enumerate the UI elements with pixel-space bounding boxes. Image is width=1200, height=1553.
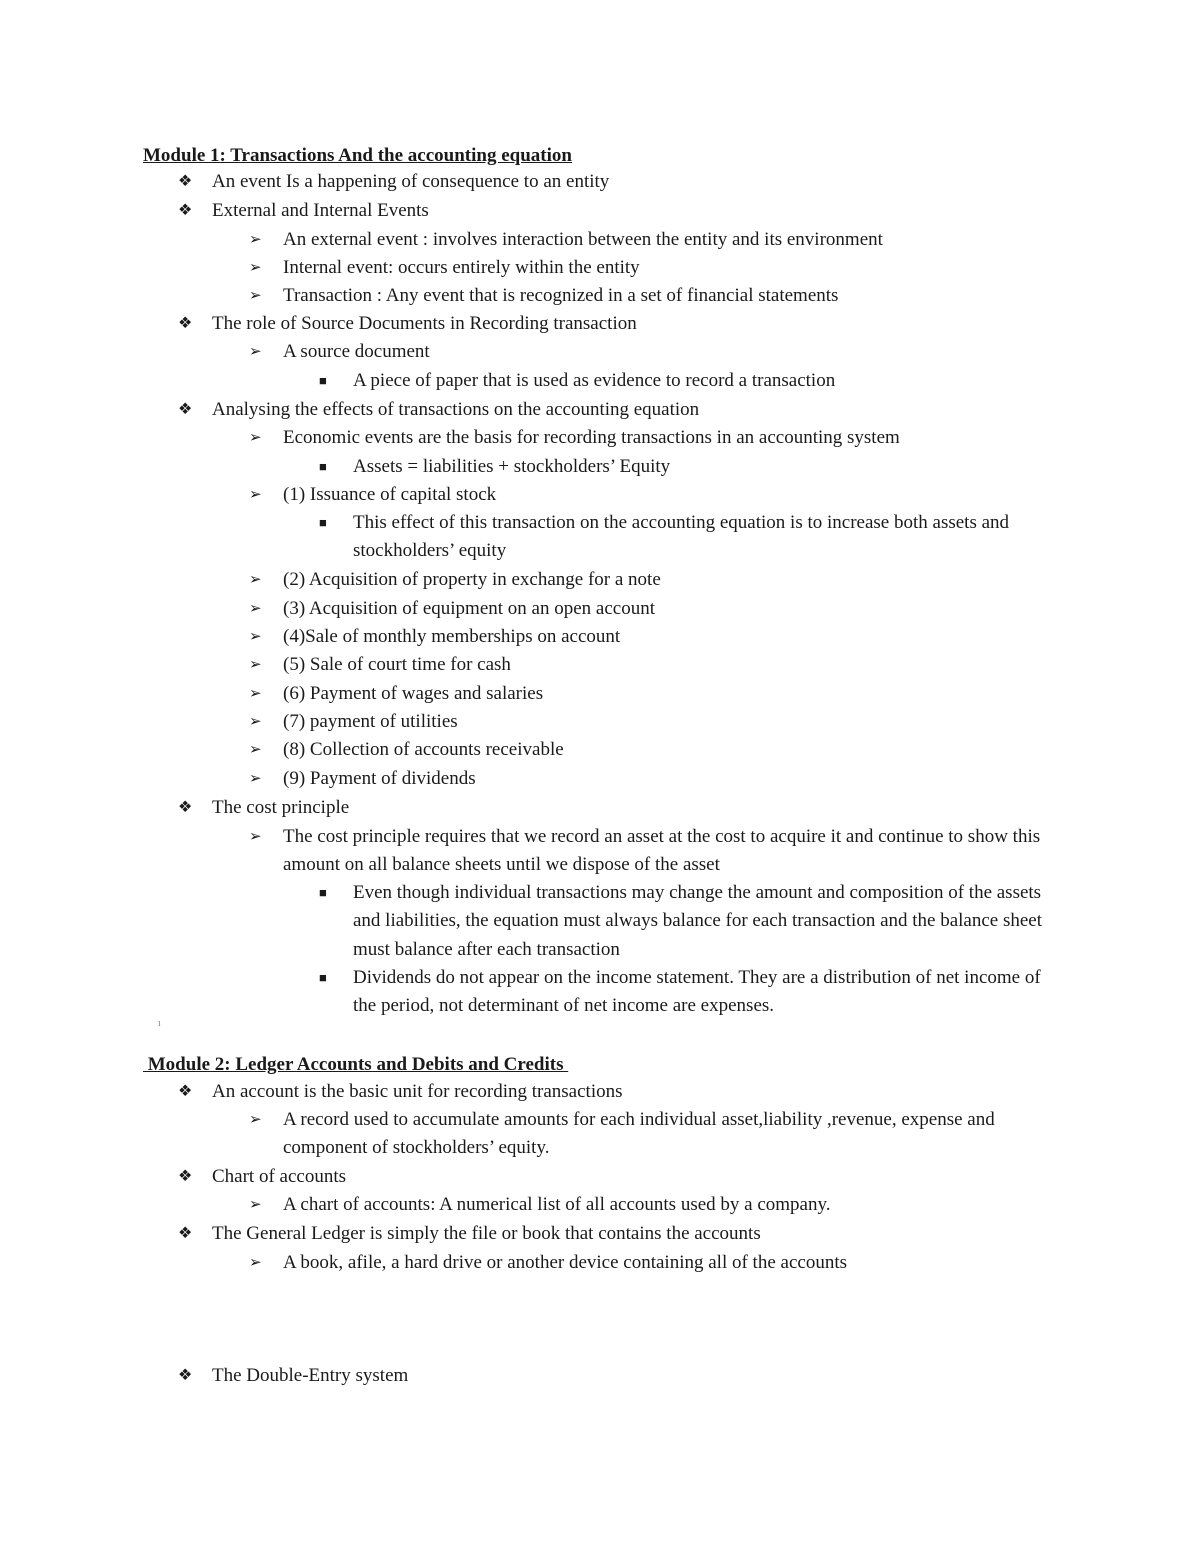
diamond-bullet-icon: ❖ bbox=[178, 1225, 193, 1242]
list-item: ❖ The role of Source Documents in Recording transaction bbox=[212, 310, 1072, 338]
diamond-bullet-icon: ❖ bbox=[178, 1083, 193, 1100]
diamond-bullet-icon: ❖ bbox=[178, 202, 193, 219]
list-item: ■ This effect of this transaction on the accounting equation is to increase both assets and stockholders’ equity bbox=[353, 509, 1053, 566]
arrow-bullet-icon: ➢ bbox=[249, 1112, 262, 1128]
arrow-bullet-icon: ➢ bbox=[249, 601, 262, 617]
list-item: ➢ Internal event: occurs entirely within the entity bbox=[283, 254, 1063, 282]
list-item: ➢ (4)Sale of monthly memberships on account bbox=[283, 623, 1063, 651]
list-item: ➢ Transaction : Any event that is recognized in a set of financial statements bbox=[283, 282, 1063, 310]
list-item: ❖ The cost principle bbox=[212, 794, 1072, 822]
list-item: ➢ (7) payment of utilities bbox=[283, 708, 1063, 736]
diamond-bullet-icon: ❖ bbox=[178, 173, 193, 190]
arrow-bullet-icon: ➢ bbox=[249, 1197, 262, 1213]
list-item: ❖ Analysing the effects of transactions on the accounting equation bbox=[212, 396, 1072, 424]
list-item: ➢ (3) Acquisition of equipment on an open account bbox=[283, 595, 1063, 623]
list-item: ❖ The Double-Entry system bbox=[212, 1362, 1072, 1390]
module-1-heading: Module 1: Transactions And the accounting equation bbox=[143, 145, 572, 166]
square-bullet-icon: ■ bbox=[319, 373, 327, 388]
arrow-bullet-icon: ➢ bbox=[249, 288, 262, 304]
list-item: ➢ A chart of accounts: A numerical list of all accounts used by a company. bbox=[283, 1191, 1063, 1219]
list-item: ➢ (6) Payment of wages and salaries bbox=[283, 680, 1063, 708]
arrow-bullet-icon: ➢ bbox=[249, 742, 262, 758]
diamond-bullet-icon: ❖ bbox=[178, 1168, 193, 1185]
diamond-bullet-icon: ❖ bbox=[178, 315, 193, 332]
arrow-bullet-icon: ➢ bbox=[249, 829, 262, 845]
square-bullet-icon: ■ bbox=[319, 885, 327, 900]
arrow-bullet-icon: ➢ bbox=[249, 260, 262, 276]
list-item: ■ Assets = liabilities + stockholders’ Equity bbox=[353, 453, 1053, 481]
list-item: ➢ (8) Collection of accounts receivable bbox=[283, 736, 1063, 764]
list-item: ❖ Chart of accounts bbox=[212, 1163, 1072, 1191]
arrow-bullet-icon: ➢ bbox=[249, 714, 262, 730]
list-item: ➢ The cost principle requires that we record an asset at the cost to acquire it and continue to show this amount on all balance sheets until we dispose of the asset bbox=[283, 823, 1063, 880]
module-2-heading: Module 2: Ledger Accounts and Debits and Credits bbox=[143, 1054, 569, 1075]
arrow-bullet-icon: ➢ bbox=[249, 657, 262, 673]
list-item: ➢ A book, afile, a hard drive or another device containing all of the accounts bbox=[283, 1249, 1063, 1277]
list-item: ■ A piece of paper that is used as evidence to record a transaction bbox=[353, 367, 1053, 395]
arrow-bullet-icon: ➢ bbox=[249, 487, 262, 503]
list-item: ➢ (9) Payment of dividends bbox=[283, 765, 1063, 793]
arrow-bullet-icon: ➢ bbox=[249, 572, 262, 588]
list-item: ➢ (5) Sale of court time for cash bbox=[283, 651, 1063, 679]
arrow-bullet-icon: ➢ bbox=[249, 344, 262, 360]
list-item: ❖ The General Ledger is simply the file or book that contains the accounts bbox=[212, 1220, 1072, 1248]
list-item: ■ Even though individual transactions may change the amount and composition of the assets and liabilities, the equation must always balance for each transaction and the balance sheet must balance after each transaction bbox=[353, 879, 1053, 964]
list-item: ➢ A record used to accumulate amounts for each individual asset,liability ,revenue, expense and component of stockholders’ equity. bbox=[283, 1106, 1063, 1163]
square-bullet-icon: ■ bbox=[319, 459, 327, 474]
diamond-bullet-icon: ❖ bbox=[178, 401, 193, 418]
list-item: ■ Dividends do not appear on the income statement. They are a distribution of net income of the period, not determinant of net income are expenses. bbox=[353, 964, 1053, 1021]
square-bullet-icon: ■ bbox=[319, 970, 327, 985]
arrow-bullet-icon: ➢ bbox=[249, 686, 262, 702]
list-item: ➢ An external event : involves interaction between the entity and its environment bbox=[283, 226, 1063, 254]
arrow-bullet-icon: ➢ bbox=[249, 232, 262, 248]
arrow-bullet-icon: ➢ bbox=[249, 629, 262, 645]
list-item: ➢ Economic events are the basis for recording transactions in an accounting system bbox=[283, 424, 1063, 452]
arrow-bullet-icon: ➢ bbox=[249, 771, 262, 787]
list-item: ❖ An account is the basic unit for recording transactions bbox=[212, 1078, 1072, 1106]
list-item: ➢ A source document bbox=[283, 338, 1063, 366]
list-item: ➢ (1) Issuance of capital stock bbox=[283, 481, 1063, 509]
list-item: ❖ An event Is a happening of consequence to an entity bbox=[212, 168, 1072, 196]
square-bullet-icon: ■ bbox=[319, 515, 327, 530]
diamond-bullet-icon: ❖ bbox=[178, 799, 193, 816]
arrow-bullet-icon: ➢ bbox=[249, 430, 262, 446]
page-mark: ı bbox=[158, 1018, 161, 1029]
diamond-bullet-icon: ❖ bbox=[178, 1367, 193, 1384]
list-item: ❖ External and Internal Events bbox=[212, 197, 1072, 225]
list-item: ➢ (2) Acquisition of property in exchange for a note bbox=[283, 566, 1063, 594]
arrow-bullet-icon: ➢ bbox=[249, 1255, 262, 1271]
